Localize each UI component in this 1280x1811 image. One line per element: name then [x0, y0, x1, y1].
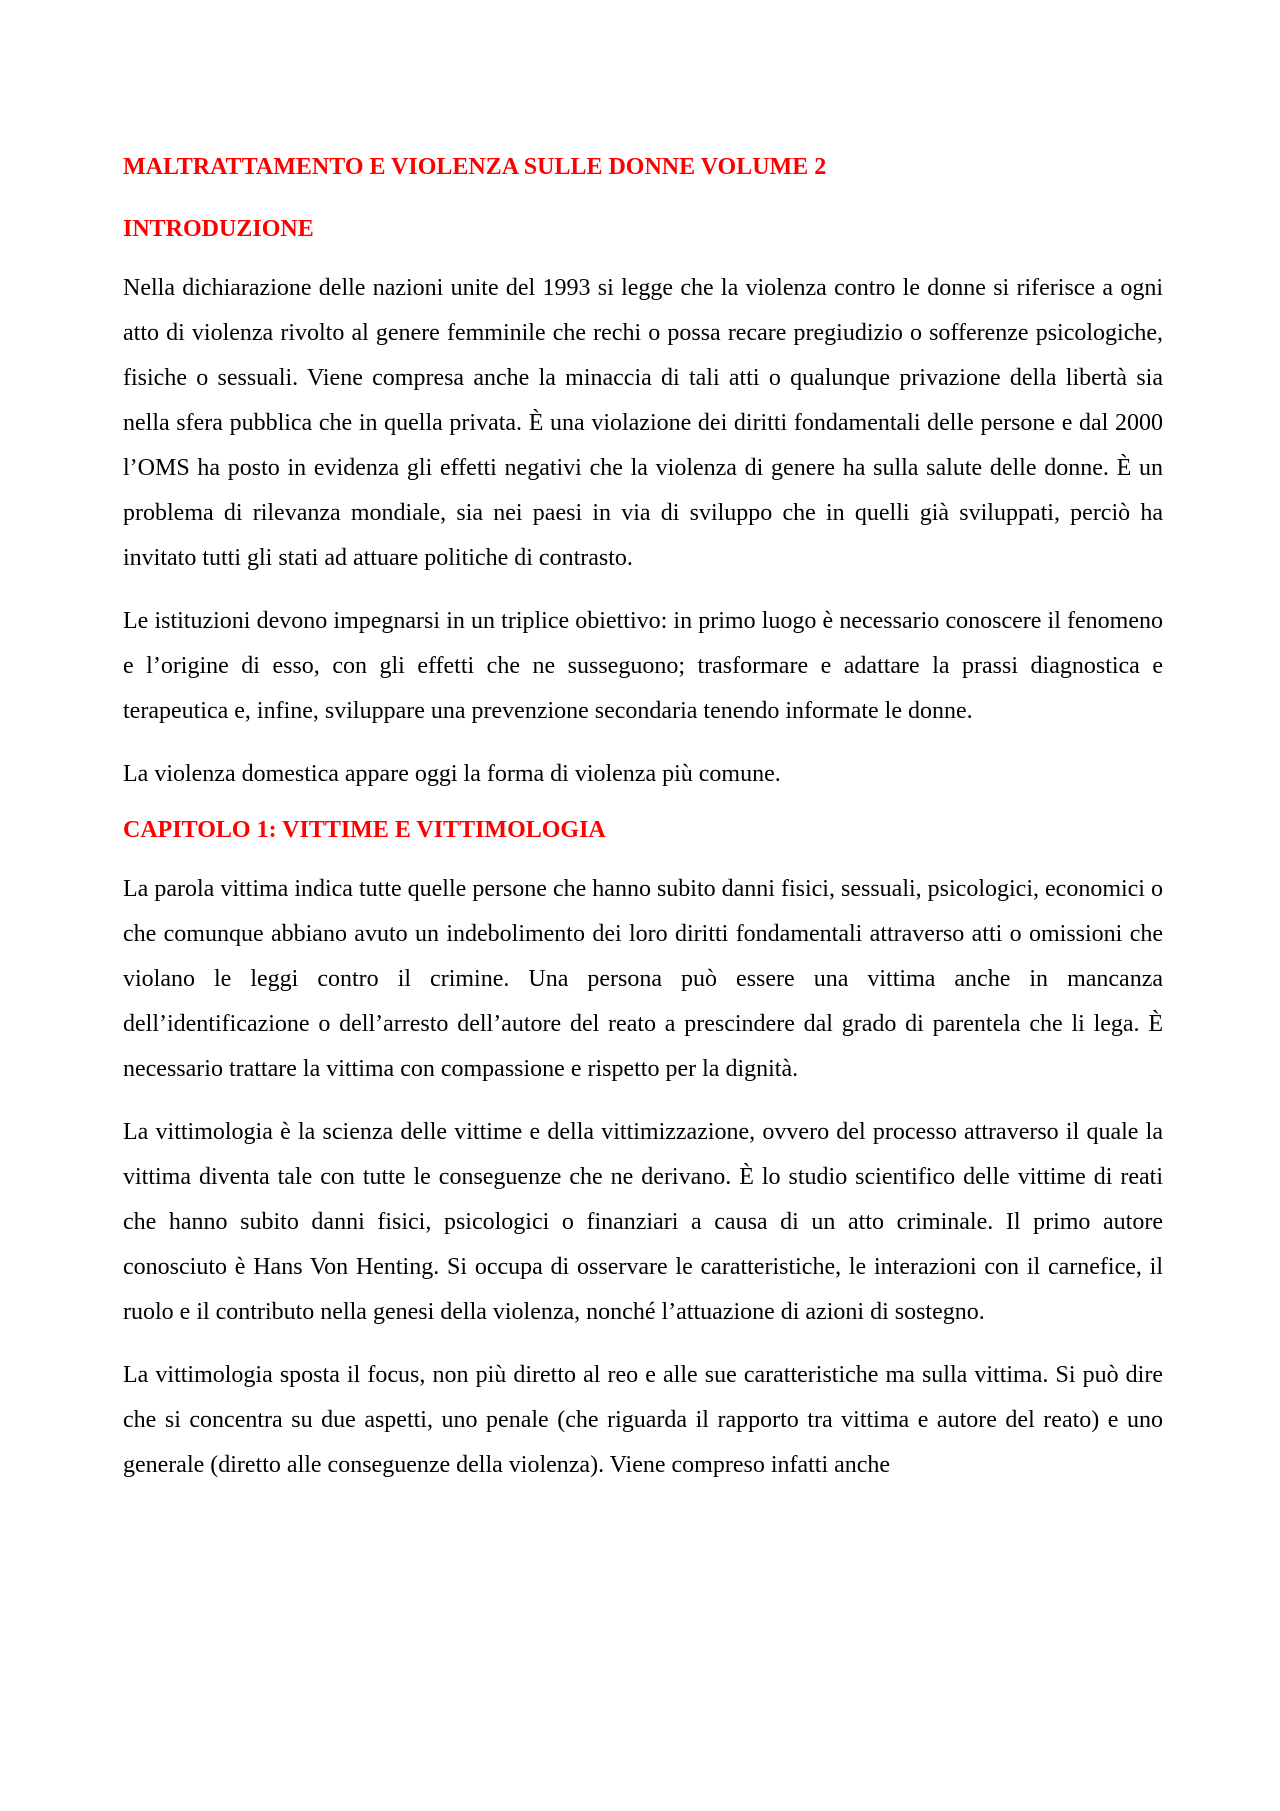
document-page [123, 152, 1163, 1506]
chapter1-paragraph: La vittimologia sposta il focus, non più diretto al reo e alle sue caratteristiche ma sulla vittima. Si può dire che si concentra su due aspetti, uno penale (che riguarda il rapporto tra vittima e autore del reato) e uno generale (diretto alle conseguenze della violenza). Viene compreso infatti anche [123, 1362, 1163, 1478]
document-title: MALTRATTAMENTO E VIOLENZA SULLE DONNE VOLUME 2 [123, 154, 827, 180]
chapter1-paragraph: La parola vittima indica tutte quelle persone che hanno subito danni fisici, sessuali, psicologici, economici o che comunque abbiano avuto un indebolimento dei loro diritti fondamentali attraverso atti o omissioni che violano le leggi contro il crimine. Una persona può essere una vittima anche in mancanza dell’identificazione o dell’arresto dell’autore del reato a prescindere dal grado di parentela che li lega. È necessario trattare la vittima con compassione e rispetto per la dignità. [123, 876, 1163, 1082]
chapter1-paragraph: La vittimologia è la scienza delle vittime e della vittimizzazione, ovvero del processo attraverso il quale la vittima diventa tale con tutte le conseguenze che ne derivano. È lo studio scientifico delle vittime di reati che hanno subito danni fisici, psicologici o finanziari a causa di un atto criminale. Il primo autore conosciuto è Hans Von Henting. Si occupa di osservare le caratteristiche, le interazioni con il carnefice, il ruolo e il contributo nella genesi della violenza, nonché l’attuazione di azioni di sostegno. [123, 1119, 1163, 1325]
heading-introduzione: INTRODUZIONE [123, 216, 314, 242]
intro-paragraph: La violenza domestica appare oggi la forma di violenza più comune. [123, 761, 781, 787]
heading-capitolo-1: CAPITOLO 1: VITTIME E VITTIMOLOGIA [123, 817, 606, 843]
intro-paragraph: Le istituzioni devono impegnarsi in un triplice obiettivo: in primo luogo è necessario conoscere il fenomeno e l’origine di esso, con gli effetti che ne susseguono; trasformare e adattare la prassi diagnostica e terapeutica e, infine, sviluppare una prevenzione secondaria tenendo informate le donne. [123, 608, 1163, 724]
intro-paragraph: Nella dichiarazione delle nazioni unite del 1993 si legge che la violenza contro le donne si riferisce a ogni atto di violenza rivolto al genere femminile che rechi o possa recare pregiudizio o sofferenze psicologiche, fisiche o sessuali. Viene compresa anche la minaccia di tali atti o qualunque privazione della libertà sia nella sfera pubblica che in quella privata. È una violazione dei diritti fondamentali delle persone e dal 2000 l’OMS ha posto in evidenza gli effetti negativi che la violenza di genere ha sulla salute delle donne. È un problema di rilevanza mondiale, sia nei paesi in via di sviluppo che in quelli già sviluppati, perciò ha invitato tutti gli stati ad attuare politiche di contrasto. [123, 275, 1163, 571]
